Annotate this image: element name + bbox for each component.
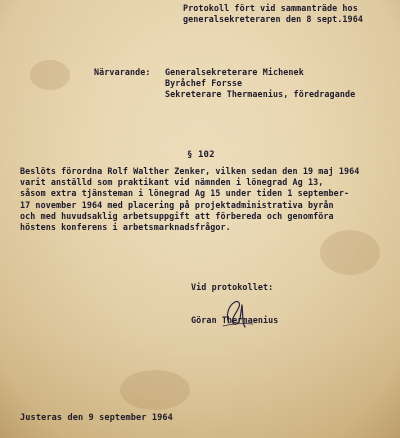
decision-line-4: 17 november 1964 med placering på projektadministrativa byrån bbox=[20, 200, 334, 210]
verification-line: Justeras den 9 september 1964 bbox=[20, 413, 173, 423]
decision-line-3: såsom extra tjänsteman i lönegrad Ag 15 under tiden 1 september- bbox=[20, 188, 350, 198]
attendee-2: Byråchef Forsse bbox=[165, 78, 243, 88]
paper-stain bbox=[120, 370, 190, 410]
signature-label: Vid protokollet: bbox=[191, 282, 274, 292]
paper-stain bbox=[30, 60, 70, 90]
attendee-1: Generalsekreterare Michenek bbox=[165, 67, 304, 77]
attendance-label: Närvarande: bbox=[94, 67, 151, 77]
decision-line-6: höstens konferens i arbetsmarknadsfrågor. bbox=[20, 222, 231, 232]
decision-line-2: varit anställd som praktikant vid nämnden i lönegrad Ag 13, bbox=[20, 177, 324, 187]
signatory-name: Göran Thermaenius bbox=[191, 315, 279, 325]
decision-line-1: Beslöts förordna Rolf Walther Zenker, vilken sedan den 19 maj 1964 bbox=[20, 166, 360, 176]
header-line-1: Protokoll fört vid sammanträde hos bbox=[183, 3, 358, 13]
header-line-2: generalsekreteraren den 8 sept.1964 bbox=[183, 14, 363, 24]
handwritten-signature bbox=[215, 293, 265, 333]
attendee-3: Sekreterare Thermaenius, föredragande bbox=[165, 89, 356, 99]
paper-stain bbox=[320, 230, 380, 275]
decision-line-5: och med huvudsaklig arbetsuppgift att förbereda och genomföra bbox=[20, 211, 334, 221]
section-number: § 102 bbox=[187, 150, 215, 160]
